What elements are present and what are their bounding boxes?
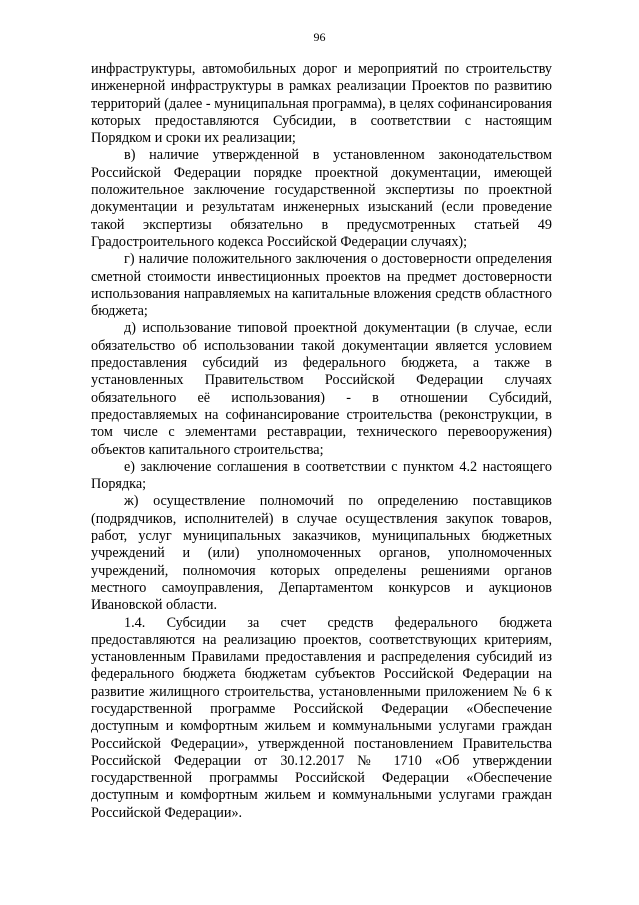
page-number: 96 (313, 30, 326, 44)
paragraph-continuation: инфраструктуры, автомобильных дорог и мероприятий по строительству инженерной инфраструктуры в рамках реализации Проектов по развитию территорий (далее - муниципальная программа), в целях софинансирования которых предоставляются Субсидии, в соответствии с настоящим Порядком и сроки их реализации; (91, 61, 552, 147)
paragraph-item-d: д) использование типовой проектной документации (в случае, если обязательство об использовании такой документации является условием предоставления субсидий из федерального бюджета, а также в установленных Правительством Российской Федерации случаях обязательного её использования) - в отношении Субсидий, предоставляемых на софинансирование строительства (реконструкции, в том числе с элементами реставрации, технического перевооружения) объектов капитального строительства; (91, 320, 552, 458)
paragraph-item-g: г) наличие положительного заключения о достоверности определения сметной стоимости инвестиционных проектов на предмет достоверности использования направляемых на капитальные вложения средств областного бюджета; (91, 251, 552, 320)
document-body (91, 61, 552, 822)
paragraph-item-zh: ж) осуществление полномочий по определению поставщиков (подрядчиков, исполнителей) в случае осуществления закупок товаров, работ, услуг муниципальных заказчиков, муниципальных бюджетных учреждений и (или) уполномоченных органов, уполномоченных учреждений, полномочия которых определены решениями органов местного самоуправления, Департаментом конкурсов и аукционов Ивановской области. (91, 493, 552, 614)
paragraph-item-v: в) наличие утвержденной в установленном законодательством Российской Федерации порядке проектной документации, имеющей положительное заключение государственной экспертизы по проектной документации и результатам инженерных изысканий (если проведение такой экспертизы обязательно в предусмотренных статьей 49 Градостроительного кодекса Российской Федерации случаях); (91, 147, 552, 250)
paragraph-section-1-4: 1.4. Субсидии за счет средств федерального бюджета предоставляются на реализацию проектов, соответствующих критериям, установленным Правилами предоставления и распределения субсидий из федерального бюджета бюджетам субъектов Российской Федерации на развитие жилищного строительства, установленными приложением № 6 к государственной программе Российской Федерации «Обеспечение доступным и комфортным жильем и коммунальными услугами граждан Российской Федерации», утвержденной постановлением Правительства Российской Федерации от 30.12.2017 № 1710 «Об утверждении государственной программы Российской Федерации «Обеспечение доступным и комфортным жильем и коммунальными услугами граждан Российской Федерации». (91, 614, 552, 821)
paragraph-item-e: е) заключение соглашения в соответствии с пунктом 4.2 настоящего Порядка; (91, 458, 552, 493)
